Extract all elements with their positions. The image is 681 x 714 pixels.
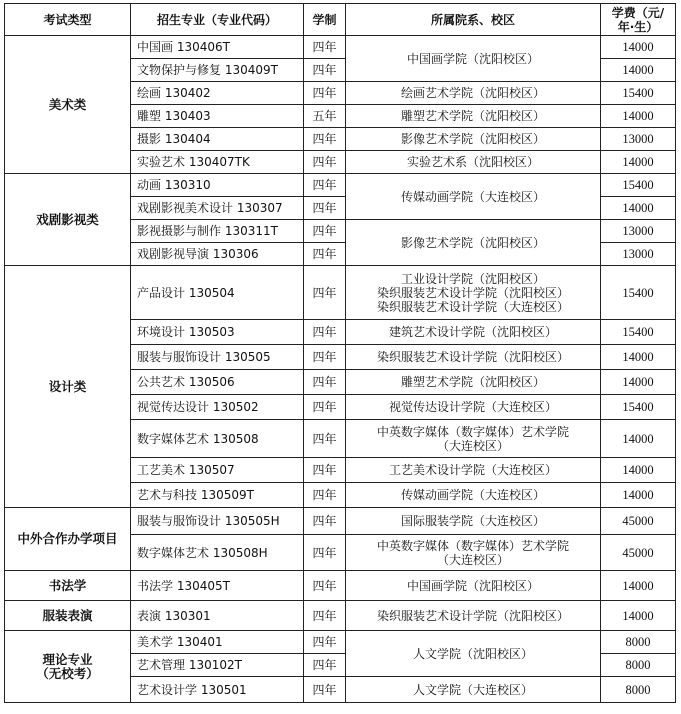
fee-cell: 15400 xyxy=(601,82,676,105)
major-cell: 数字媒体艺术 130508 xyxy=(131,420,304,458)
duration-cell: 四年 xyxy=(304,483,346,508)
college-cell: 绘画艺术学院（沈阳校区） xyxy=(346,82,601,105)
college-cell: 影像艺术学院（沈阳校区） xyxy=(346,128,601,151)
duration-cell: 四年 xyxy=(304,535,346,571)
duration-cell: 四年 xyxy=(304,174,346,197)
category-art: 美术类 xyxy=(5,36,131,174)
duration-cell: 四年 xyxy=(304,601,346,631)
fee-cell: 45000 xyxy=(601,535,676,571)
college-cell: 染织服装艺术设计学院（沈阳校区） xyxy=(346,345,601,370)
major-cell: 实验艺术 130407TK xyxy=(131,151,304,174)
fee-cell: 14000 xyxy=(601,420,676,458)
fee-cell: 14000 xyxy=(601,345,676,370)
fee-cell: 14000 xyxy=(601,151,676,174)
category-design: 设计类 xyxy=(5,266,131,508)
major-cell: 雕塑 130403 xyxy=(131,105,304,128)
duration-cell: 四年 xyxy=(304,654,346,677)
duration-cell: 四年 xyxy=(304,395,346,420)
college-cell: 视觉传达设计学院（大连校区） xyxy=(346,395,601,420)
major-cell: 艺术设计学 130501 xyxy=(131,677,304,703)
category-coop: 中外合作办学项目 xyxy=(5,508,131,571)
fee-cell: 8000 xyxy=(601,677,676,703)
duration-cell: 四年 xyxy=(304,320,346,345)
fee-cell: 14000 xyxy=(601,197,676,220)
duration-cell: 五年 xyxy=(304,105,346,128)
fee-cell: 14000 xyxy=(601,483,676,508)
table-row xyxy=(5,508,676,535)
major-cell: 影视摄影与制作 130311T xyxy=(131,220,304,243)
fee-cell: 14000 xyxy=(601,370,676,395)
duration-cell: 四年 xyxy=(304,631,346,654)
major-cell: 绘画 130402 xyxy=(131,82,304,105)
college-cell: 影像艺术学院（沈阳校区） xyxy=(346,220,601,266)
category-calligraphy: 书法学 xyxy=(5,571,131,601)
table-row xyxy=(5,601,676,631)
table-row xyxy=(5,266,676,320)
fee-cell: 8000 xyxy=(601,631,676,654)
category-theory: 理论专业 （无校考） xyxy=(5,631,131,703)
fee-cell: 14000 xyxy=(601,601,676,631)
college-cell: 中英数字媒体（数字媒体）艺术学院 （大连校区） xyxy=(346,535,601,571)
duration-cell: 四年 xyxy=(304,128,346,151)
fee-cell: 14000 xyxy=(601,36,676,59)
category-drama: 戏剧影视类 xyxy=(5,174,131,266)
duration-cell: 四年 xyxy=(304,370,346,395)
college-cell: 中国画学院（沈阳校区） xyxy=(346,36,601,82)
college-cell: 工艺美术设计学院（大连校区） xyxy=(346,458,601,483)
fee-cell: 13000 xyxy=(601,128,676,151)
header-row xyxy=(5,4,676,36)
table-row xyxy=(5,174,676,197)
duration-cell: 四年 xyxy=(304,571,346,601)
duration-cell: 四年 xyxy=(304,677,346,703)
duration-cell: 四年 xyxy=(304,59,346,82)
college-cell: 国际服装学院（大连校区） xyxy=(346,508,601,535)
fee-cell: 15400 xyxy=(601,174,676,197)
fee-cell: 8000 xyxy=(601,654,676,677)
header-major: 招生专业（专业代码） xyxy=(131,4,304,36)
major-cell: 艺术与科技 130509T xyxy=(131,483,304,508)
major-cell: 视觉传达设计 130502 xyxy=(131,395,304,420)
college-cell: 雕塑艺术学院（沈阳校区） xyxy=(346,105,601,128)
college-cell: 实验艺术系（沈阳校区） xyxy=(346,151,601,174)
duration-cell: 四年 xyxy=(304,420,346,458)
table-row xyxy=(5,631,676,654)
college-cell: 中英数字媒体（数字媒体）艺术学院 （大连校区） xyxy=(346,420,601,458)
major-cell: 中国画 130406T xyxy=(131,36,304,59)
college-cell: 工业设计学院（沈阳校区） 染织服装艺术设计学院（沈阳校区） 染织服装艺术设计学院（大连校区） xyxy=(346,266,601,320)
category-costume-performance: 服装表演 xyxy=(5,601,131,631)
duration-cell: 四年 xyxy=(304,345,346,370)
college-cell: 雕塑艺术学院（沈阳校区） xyxy=(346,370,601,395)
duration-cell: 四年 xyxy=(304,508,346,535)
major-cell: 产品设计 130504 xyxy=(131,266,304,320)
fee-cell: 15400 xyxy=(601,266,676,320)
header-category: 考试类型 xyxy=(5,4,131,36)
duration-cell: 四年 xyxy=(304,197,346,220)
major-cell: 戏剧影视美术设计 130307 xyxy=(131,197,304,220)
fee-cell: 15400 xyxy=(601,320,676,345)
header-duration: 学制 xyxy=(304,4,346,36)
college-cell: 染织服装艺术设计学院（沈阳校区） xyxy=(346,601,601,631)
fee-cell: 13000 xyxy=(601,220,676,243)
major-cell: 数字媒体艺术 130508H xyxy=(131,535,304,571)
duration-cell: 四年 xyxy=(304,266,346,320)
major-cell: 艺术管理 130102T xyxy=(131,654,304,677)
major-cell: 戏剧影视导演 130306 xyxy=(131,243,304,266)
major-cell: 动画 130310 xyxy=(131,174,304,197)
major-cell: 服装与服饰设计 130505H xyxy=(131,508,304,535)
duration-cell: 四年 xyxy=(304,243,346,266)
fee-cell: 14000 xyxy=(601,458,676,483)
fee-cell: 14000 xyxy=(601,105,676,128)
major-cell: 服装与服饰设计 130505 xyxy=(131,345,304,370)
fee-cell: 15400 xyxy=(601,395,676,420)
duration-cell: 四年 xyxy=(304,458,346,483)
college-cell: 人文学院（沈阳校区） xyxy=(346,631,601,677)
duration-cell: 四年 xyxy=(304,36,346,59)
table-row xyxy=(5,36,676,59)
college-cell: 建筑艺术设计学院（沈阳校区） xyxy=(346,320,601,345)
fee-cell: 14000 xyxy=(601,59,676,82)
header-fee: 学费（元/ 年·生） xyxy=(601,4,676,36)
duration-cell: 四年 xyxy=(304,220,346,243)
fee-cell: 14000 xyxy=(601,571,676,601)
college-cell: 人文学院（大连校区） xyxy=(346,677,601,703)
major-cell: 公共艺术 130506 xyxy=(131,370,304,395)
fee-cell: 45000 xyxy=(601,508,676,535)
admissions-table xyxy=(4,3,676,703)
college-cell: 传媒动画学院（大连校区） xyxy=(346,483,601,508)
major-cell: 工艺美术 130507 xyxy=(131,458,304,483)
major-cell: 美术学 130401 xyxy=(131,631,304,654)
major-cell: 摄影 130404 xyxy=(131,128,304,151)
major-cell: 书法学 130405T xyxy=(131,571,304,601)
major-cell: 文物保护与修复 130409T xyxy=(131,59,304,82)
header-college: 所属院系、校区 xyxy=(346,4,601,36)
college-cell: 传媒动画学院（大连校区） xyxy=(346,174,601,220)
major-cell: 环境设计 130503 xyxy=(131,320,304,345)
college-cell: 中国画学院（沈阳校区） xyxy=(346,571,601,601)
table-row xyxy=(5,571,676,601)
duration-cell: 四年 xyxy=(304,82,346,105)
duration-cell: 四年 xyxy=(304,151,346,174)
fee-cell: 13000 xyxy=(601,243,676,266)
major-cell: 表演 130301 xyxy=(131,601,304,631)
